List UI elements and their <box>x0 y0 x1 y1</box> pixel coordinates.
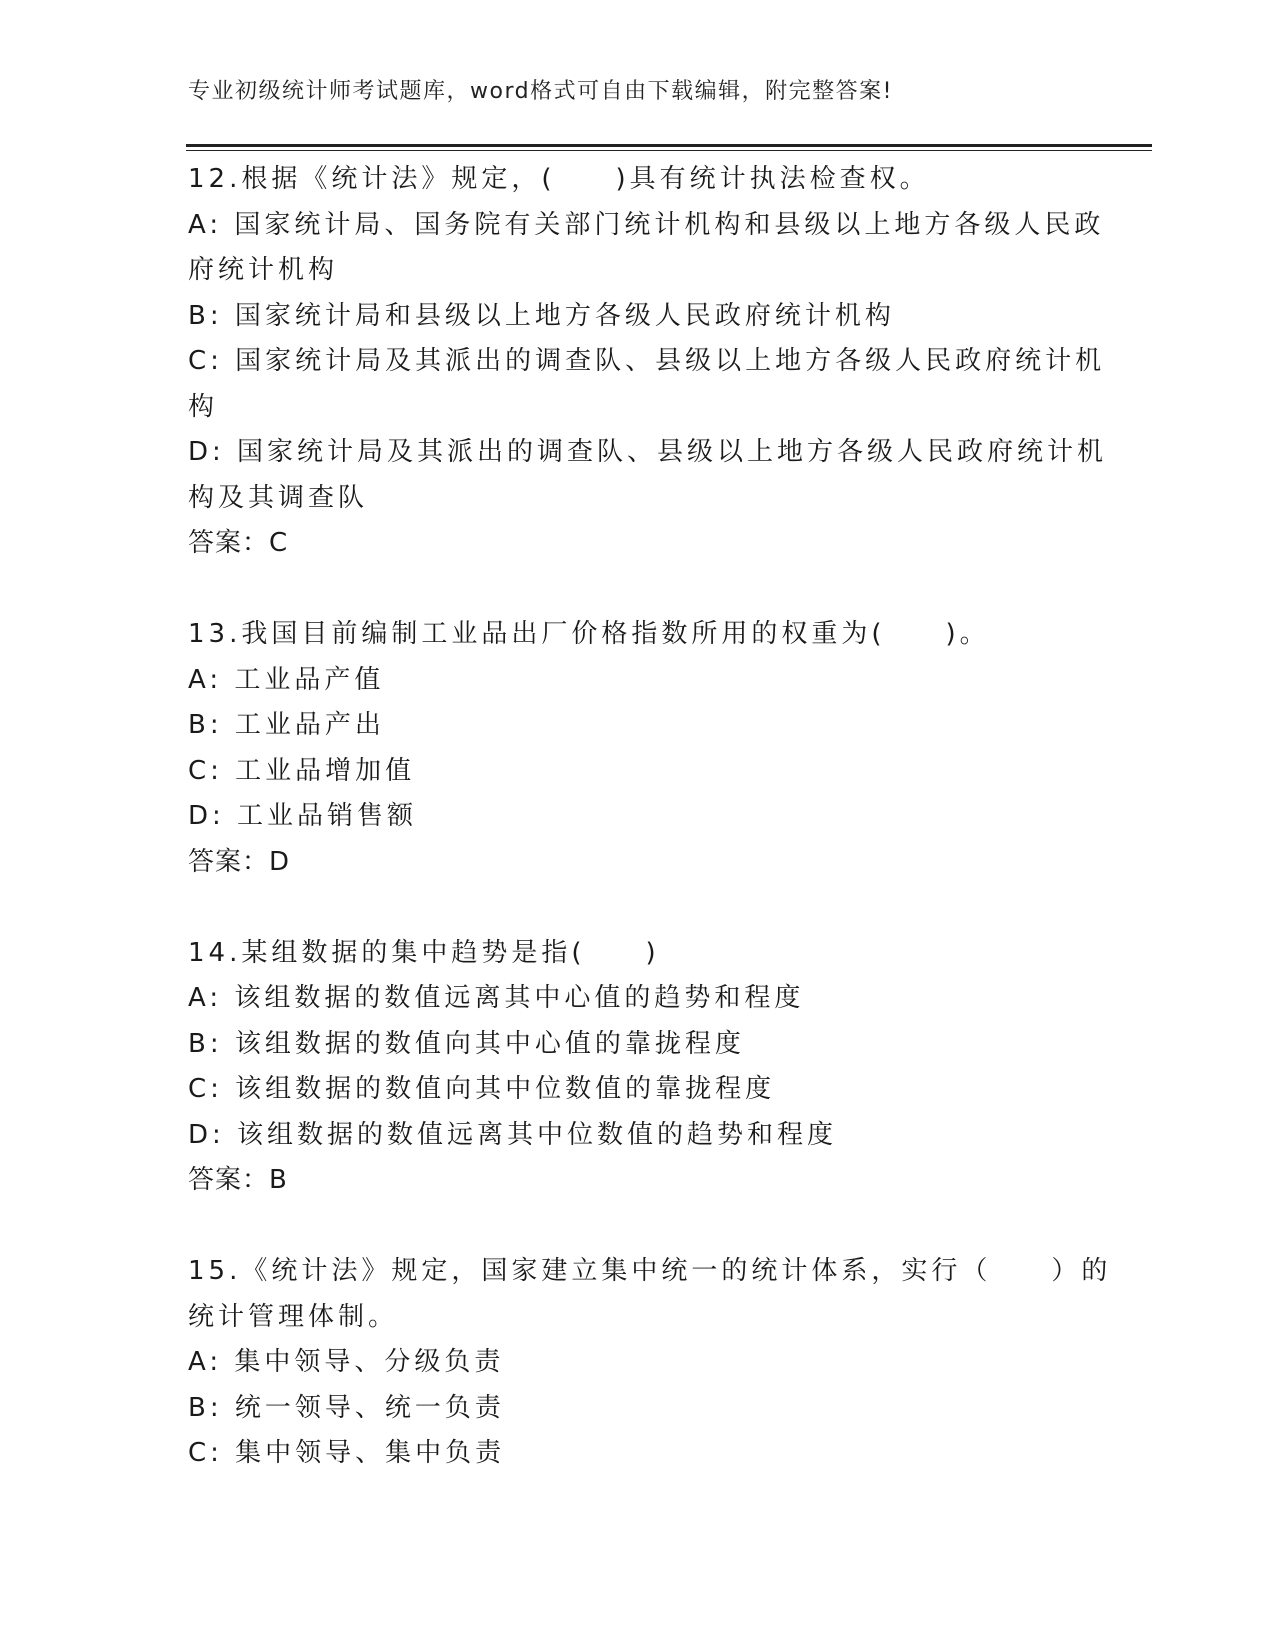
question-stem: 12.根据《统计法》规定，( )具有统计执法检查权。 <box>188 164 930 194</box>
question-stem: 15.《统计法》规定，国家建立集中统一的统计体系，实行（ ）的 <box>188 1256 1112 1286</box>
option-a: A: 国家统计局、国务院有关部门统计机构和县级以上地方各级人民政 <box>188 209 1105 240</box>
option-b: B: 工业品产出 <box>188 710 385 740</box>
answer-text: 答案：B <box>188 1165 288 1195</box>
option-c-continued: 构 <box>188 391 219 422</box>
question-12 <box>188 157 1108 567</box>
option-c: C: 该组数据的数值向其中位数值的靠拢程度 <box>188 1074 776 1104</box>
option-a: A: 工业品产值 <box>188 664 385 695</box>
option-d: D: 该组数据的数值远离其中位数值的趋势和程度 <box>188 1119 838 1150</box>
question-stem: 13.我国目前编制工业品出厂价格指数所用的权重为( )。 <box>188 619 990 649</box>
option-b: B: 该组数据的数值向其中心值的靠拢程度 <box>188 1028 745 1059</box>
answer-text: 答案：C <box>188 528 289 558</box>
header-rule-thin <box>186 150 1152 151</box>
answer-text: 答案：D <box>188 846 291 877</box>
option-b: B: 统一领导、统一负责 <box>188 1392 505 1423</box>
question-14 <box>188 931 1078 1204</box>
option-c: C: 国家统计局及其派出的调查队、县级以上地方各级人民政府统计机 <box>188 346 1106 376</box>
question-stem-continued: 统计管理体制。 <box>188 1301 399 1332</box>
option-d: D: 工业品销售额 <box>188 801 418 831</box>
question-stem: 14.某组数据的集中趋势是指( ) <box>188 937 660 968</box>
question-15 <box>188 1249 1112 1477</box>
option-a-continued: 府统计机构 <box>188 255 339 285</box>
header-rule-thick <box>186 144 1152 147</box>
question-list <box>188 157 1112 1477</box>
spacer <box>188 567 1078 613</box>
option-c: C: 集中领导、集中负责 <box>188 1438 506 1468</box>
option-d: D: 国家统计局及其派出的调查队、县级以上地方各级人民政府统计机 <box>188 437 1108 467</box>
spacer <box>188 885 1078 931</box>
option-c: C: 工业品增加值 <box>188 755 416 786</box>
option-a: A: 集中领导、分级负责 <box>188 1347 505 1377</box>
question-13 <box>188 612 1078 885</box>
option-b: B: 国家统计局和县级以上地方各级人民政府统计机构 <box>188 300 895 331</box>
option-a: A: 该组数据的数值远离其中心值的趋势和程度 <box>188 983 805 1013</box>
option-d-continued: 构及其调查队 <box>188 482 369 513</box>
spacer <box>188 1204 1078 1250</box>
page-header: 专业初级统计师考试题库，word格式可自由下载编辑，附完整答案! <box>188 79 893 104</box>
